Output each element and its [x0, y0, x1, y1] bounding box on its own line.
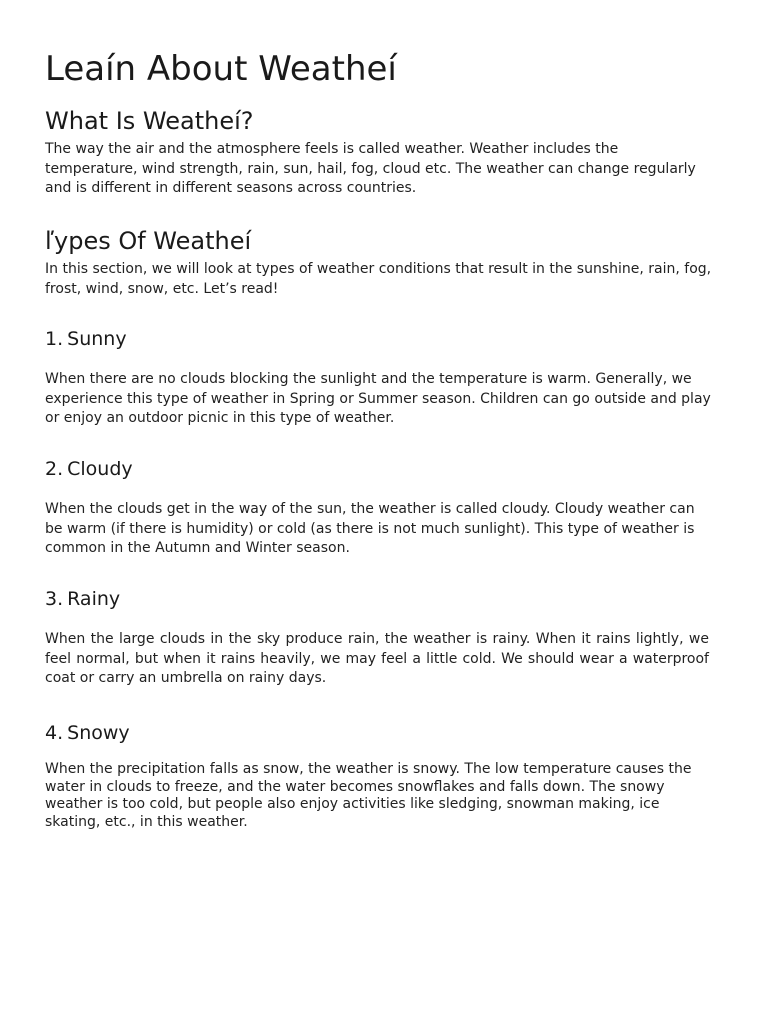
item-number: 4. [45, 722, 64, 744]
item-heading-cloudy [45, 457, 133, 481]
item-number: 1. [45, 328, 64, 350]
item-name: Sunny [67, 328, 127, 350]
item-body-sunny: When there are no clouds blocking the sunlight and the temperature is warm. Generally, we experience this type of weather in Spring or Summer season. Children can go outside and play or enjoy an outdoor picnic in this type of weather. [45, 371, 711, 426]
section-intro-types: In this section, we will look at types of weather conditions that result in the sunshine, rain, fog, frost, wind, snow, etc. Let’s read! [45, 261, 712, 297]
item-name: Rainy [67, 588, 121, 610]
item-heading-rainy [45, 587, 120, 611]
item-heading-snowy [45, 721, 130, 745]
item-body-snowy: When the precipitation falls as snow, the weather is snowy. The low temperature causes the water in clouds to freeze, and the water becomes snowflakes and falls down. The snowy weather is too cold, but people also enjoy activities like sledging, snowman making, ice skating, etc., in this weather. [45, 761, 692, 830]
item-name: Cloudy [67, 458, 133, 480]
item-name: Snowy [67, 722, 130, 744]
item-number: 2. [45, 458, 64, 480]
page-title: Leaín About Weatheí [45, 49, 397, 89]
item-number: 3. [45, 588, 64, 610]
item-heading-sunny [45, 327, 127, 351]
section-heading-types: ľypes Of Weatheí [45, 227, 252, 255]
section-body-what-is: The way the air and the atmosphere feels is called weather. Weather includes the temperature, wind strength, rain, sun, hail, fog, cloud etc. The weather can change regularly and is different in different seasons across countries. [45, 141, 696, 196]
item-body-cloudy: When the clouds get in the way of the sun, the weather is called cloudy. Cloudy weather can be warm (if there is humidity) or cold (as there is not much sunlight). This type of weather is common in the Autumn and Winter season. [45, 501, 695, 556]
section-heading-what-is: What Is Weatheí? [45, 107, 254, 135]
item-body-rainy: When the large clouds in the sky produce rain, the weather is rainy. When it rains lightly, we feel normal, but when it rains heavily, we may feel a little cold. We should wear a waterproof coat or carry an umbrella on rainy days. [45, 631, 709, 686]
